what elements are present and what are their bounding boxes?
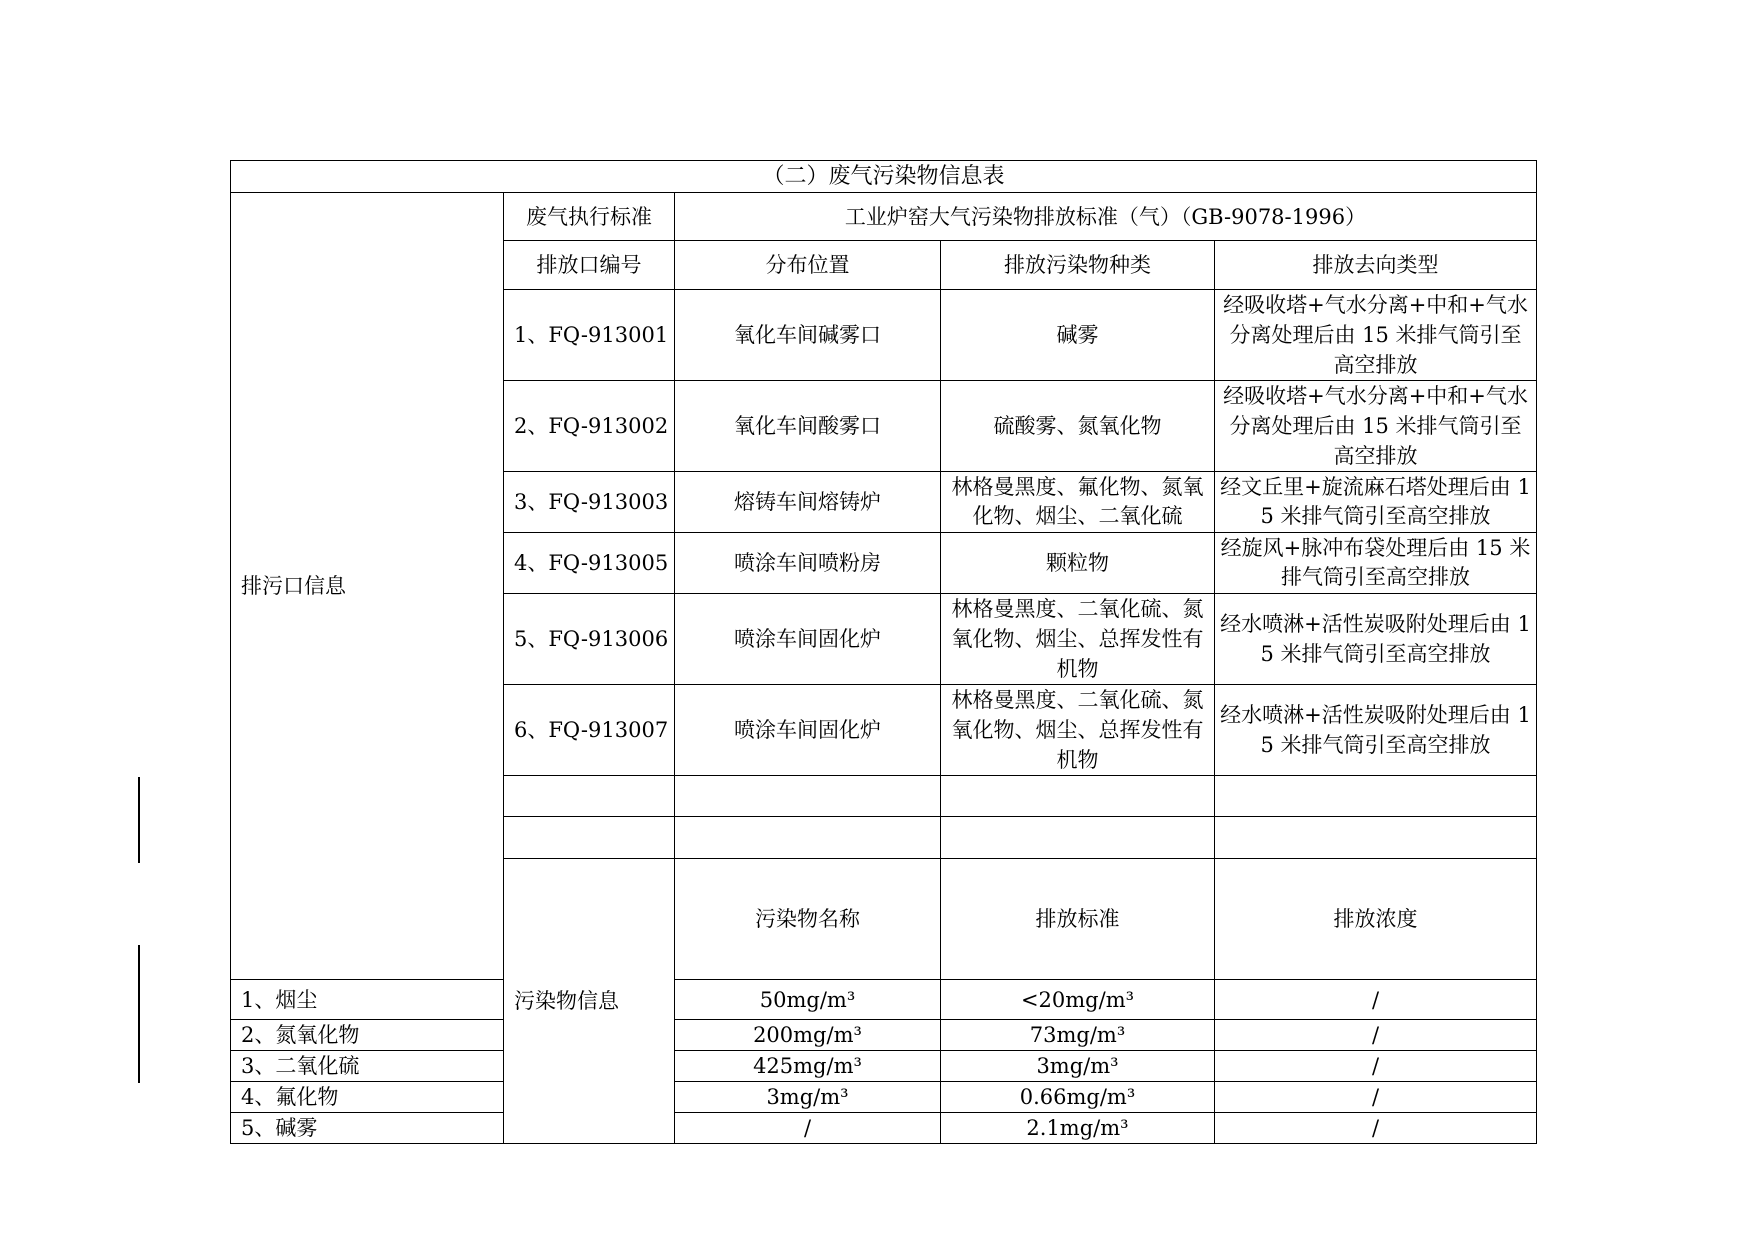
pollutant-total: / [1215,980,1537,1020]
pollutant-name: 3、二氧化硫 [231,1051,504,1082]
table-title: （二）废气污染物信息表 [231,161,1537,193]
exhaust-pollutant-info-table [230,160,1537,1144]
empty-cell [675,776,941,817]
empty-cell [504,817,675,859]
outlet-pollutants: 颗粒物 [941,533,1215,594]
table-row [231,1113,1537,1144]
outlet-pollutants: 林格曼黑度、二氧化硫、氮氧化物、烟尘、总挥发性有机物 [941,594,1215,685]
outlet-id: 2、FQ-913002 [504,381,675,472]
header-emission-concentration: 排放浓度 [1215,859,1537,980]
outlet-destination: 经吸收塔+气水分离+中和+气水分离处理后由 15 米排气筒引至高空排放 [1215,290,1537,381]
empty-cell [504,776,675,817]
header-outlet-id: 排放口编号 [504,241,675,290]
outlet-pollutants: 林格曼黑度、氟化物、氮氧化物、烟尘、二氧化硫 [941,472,1215,533]
empty-cell [941,817,1215,859]
outlet-location: 喷涂车间喷粉房 [675,533,941,594]
standard-value: 工业炉窑大气污染物排放标准（气）（GB-9078-1996） [675,193,1537,241]
outlet-pollutants: 硫酸雾、氮氧化物 [941,381,1215,472]
pollutant-concentration: 0.66mg/m³ [941,1082,1215,1113]
table-row [231,1020,1537,1051]
outlet-location: 氧化车间碱雾口 [675,290,941,381]
outlet-destination: 经水喷淋+活性炭吸附处理后由 15 米排气筒引至高空排放 [1215,594,1537,685]
outlet-location: 氧化车间酸雾口 [675,381,941,472]
outlet-id: 3、FQ-913003 [504,472,675,533]
pollutant-standard: 50mg/m³ [675,980,941,1020]
outlet-id: 5、FQ-913006 [504,594,675,685]
pollutant-standard: 3mg/m³ [675,1082,941,1113]
pollutant-total: / [1215,1020,1537,1051]
header-emission-standard: 排放标准 [941,859,1215,980]
pollutant-standard: / [675,1113,941,1144]
outlet-destination: 经旋风+脉冲布袋处理后由 15 米排气筒引至高空排放 [1215,533,1537,594]
pollutant-standard: 425mg/m³ [675,1051,941,1082]
pollutant-concentration: 2.1mg/m³ [941,1113,1215,1144]
pollutant-total: / [1215,1082,1537,1113]
pollutant-name: 2、氮氧化物 [231,1020,504,1051]
header-pollutant-type: 排放污染物种类 [941,241,1215,290]
pollutant-total: / [1215,1051,1537,1082]
pollutant-name: 1、烟尘 [231,980,504,1020]
outlet-location: 熔铸车间熔铸炉 [675,472,941,533]
pollutant-concentration: 3mg/m³ [941,1051,1215,1082]
outlet-destination: 经水喷淋+活性炭吸附处理后由 15 米排气筒引至高空排放 [1215,685,1537,776]
standard-row [231,193,1537,241]
margin-line-mark [138,777,140,863]
outlet-id: 4、FQ-913005 [504,533,675,594]
pollutant-total: / [1215,1113,1537,1144]
outlet-pollutants: 林格曼黑度、二氧化硫、氮氧化物、烟尘、总挥发性有机物 [941,685,1215,776]
table-row [231,1082,1537,1113]
outlet-id: 6、FQ-913007 [504,685,675,776]
standard-label: 废气执行标准 [504,193,675,241]
outlet-destination: 经吸收塔+气水分离+中和+气水分离处理后由 15 米排气筒引至高空排放 [1215,381,1537,472]
empty-cell [941,776,1215,817]
pollutant-name: 5、碱雾 [231,1113,504,1144]
outlet-location: 喷涂车间固化炉 [675,685,941,776]
header-location: 分布位置 [675,241,941,290]
pollutant-name: 4、氟化物 [231,1082,504,1113]
empty-cell [1215,776,1537,817]
outlet-section-label: 排污口信息 [231,193,504,980]
outlet-pollutants: 碱雾 [941,290,1215,381]
empty-cell [1215,817,1537,859]
table-row [231,980,1537,1020]
outlet-location: 喷涂车间固化炉 [675,594,941,685]
margin-line-mark [138,945,140,1083]
table-row [231,1051,1537,1082]
header-destination-type: 排放去向类型 [1215,241,1537,290]
empty-cell [675,817,941,859]
outlet-destination: 经文丘里+旋流麻石塔处理后由 15 米排气筒引至高空排放 [1215,472,1537,533]
header-pollutant-name: 污染物名称 [675,859,941,980]
pollutant-concentration: 73mg/m³ [941,1020,1215,1051]
pollutant-standard: 200mg/m³ [675,1020,941,1051]
pollutant-concentration: <20mg/m³ [941,980,1215,1020]
outlet-id: 1、FQ-913001 [504,290,675,381]
table-title-row [231,161,1537,193]
pollutant-section-label: 污染物信息 [504,859,675,1144]
